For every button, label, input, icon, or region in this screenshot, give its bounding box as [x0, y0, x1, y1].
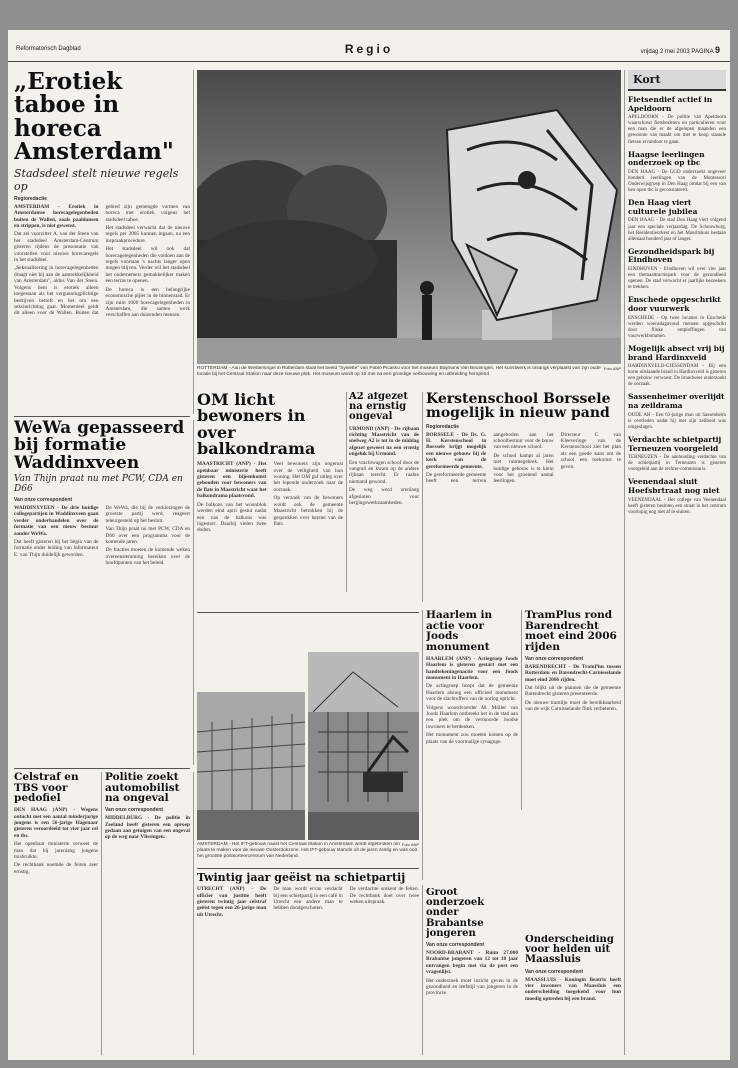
- column-rule: [624, 70, 625, 1055]
- kort-item-title: Sassenheimer overlijdt na zeildrama: [628, 392, 725, 411]
- publication-name: Reformatorisch Dagblad: [16, 46, 81, 52]
- waddinxveen-paragraph: De WeWa, die bij de verkiezingen de grootste partij werd, reageert teleurgesteld op het besluit.: [105, 504, 190, 524]
- maassluis-headline: Onderscheiding voor helden uit Maassluis: [525, 935, 614, 966]
- tramplus-body: [525, 664, 621, 713]
- om-paragraph: De balkons van het woonblok werden eind april gestut nadat een van de balkons was ingestort. Daarbij vielen twee doden.: [197, 501, 267, 534]
- a2-lead: URMOND (ANP) - De rijbaan richting Maastricht van de snelweg A2 is tot in de middag afgezet geweest na een ernstig ongeluk bij Urmond.: [349, 425, 419, 458]
- kort-item: [628, 478, 726, 515]
- waddinxveen-body: [14, 505, 190, 760]
- article-politie: [105, 772, 190, 1055]
- demolition-photo-image: [308, 652, 419, 840]
- borssele-paragraph: De school kampt al jaren met ruimtegebrek. Het huidige gebouw is te klein voor het groeiend aantal leerlingen.: [493, 452, 554, 485]
- kort-header: Kort: [628, 70, 726, 91]
- column-rule: [101, 772, 102, 1055]
- column-rule: [346, 392, 347, 592]
- article-celstraf: [14, 772, 98, 1055]
- photo2-credit: Foto ANP: [401, 842, 419, 847]
- haarlem-paragraph: Het monument zou moeten komen op de plaats van de voormalige synagoge.: [426, 732, 518, 745]
- twintig-paragraph: De verdachte ontkent de feiten. De rechtbank doet over twee weken uitspraak.: [349, 886, 419, 906]
- kort-item-title: Fietsendief actief in Apeldoorn: [628, 95, 713, 113]
- borssele-body: [426, 432, 621, 597]
- section-rule: [197, 868, 419, 869]
- photo2-caption-text: AMSTERDAM - Het IFT-gebouw naast het Centraal Station in Amsterdam wordt afgebroken om plaats te maken voor de nieuwe Oosterdokzone. Het IFT-gebouw stamde uit de jaren zestig en was ooit het grootste postsorteercentrum van Nederland.: [197, 842, 417, 859]
- main-lead: AMSTERDAM - Erotiek in Amsterdamse horecagelegenheden buiten de Wallen, zoals paaldansen en strippen, is niet gewenst.: [14, 203, 99, 230]
- borssele-paragraph: De gereformeerde gemeente heeft een terrein aangeboden aan het schoolbestuur voor de bouw van een nieuwe school.: [426, 431, 554, 485]
- main-paragraph: Het stadsdeel wil ook dat horecagelegenheden die voldoen aan de regels voortaan 's nachts langer open mogen blijven. Verder wil het stadsdeel het ondernemers gemakkelijker maken een terras te openen.: [105, 246, 190, 285]
- article-tramplus: [525, 610, 621, 810]
- borssele-paragraph: Directeur C. van Kleeveringe van de Kerstenschool ziet het plan als een goede kans om de school een toekomst te geven.: [560, 431, 621, 470]
- main-paragraph: „Seksualisering in horecagelegenheden draagt niet bij aan de aantrekkelijkheid van Amsterdam", aldus Van der Steen. Volgens hem is erotiek alleen toegestaan als het vergunningplichtige bedrijven betreft en het om een seksinrichting gaat. Momenteel geldt dit alleen voor de Wallen. Buiten dat gebied zijn gemengde vormen van horeca met erotiek volgens het stadsdeel taboe.: [14, 203, 190, 317]
- main-headline: „Erotiek taboe in horeca Amsterdam": [14, 70, 174, 166]
- main-paragraph: Het stadsdeel verwacht dat de nieuwe regels per 2005 kunnen ingaan, na een inspraakprocedure.: [105, 225, 190, 244]
- maassluis-lead: MAASSLUIS - Koningin Beatrix heeft vier inwoners van Maassluis een onderscheiding toegekend voor hun moedig optreden bij een brand.: [525, 976, 621, 1002]
- a2-headline: A2 afgezet na ernstig ongeval: [349, 392, 408, 423]
- haarlem-paragraph: Volgens woordvoerder M. Müller van Joods Haarlem ontbreekt het in de stad aan een plek om de vermoorde Joodse inwoners te herdenken.: [426, 704, 518, 730]
- photo2-caption: [197, 842, 419, 864]
- waddinxveen-paragraph: Van Thijn praat nu met PCW, CDA en D66 over een programma voor de komende jaren.: [105, 526, 190, 546]
- photo1-credit: Foto ANP: [603, 366, 621, 371]
- om-lead: MAASTRICHT (ANP) - Het openbaar ministerie heeft gisteren een bijeenkomst gehouden voor bewoners van de flats in Maastricht waar het balkondrama plaatsvond.: [197, 461, 267, 500]
- om-paragraph: Veel bewoners zijn ongerust over de veiligheid van hun woning. Het OM gaf uitleg over het lopende onderzoek naar de oorzaak.: [273, 461, 343, 493]
- brabant-body: [426, 950, 518, 997]
- article-brabant: [426, 888, 518, 1055]
- om-body: [197, 461, 343, 610]
- kort-item-text: DEN HAAG - De GGD onderzoekt ongeveer honderd leerlingen van de Montessori Onderwijsgroep in Den Haag omdat bij een van hen open tbc is geconstateerd.: [628, 169, 726, 194]
- haarlem-body: [426, 656, 518, 745]
- sculpture-photo-image: [197, 70, 621, 364]
- waddinxveen-subhead: Van Thijn praat nu met PCW, CDA en D66: [14, 473, 183, 494]
- kort-item-text: TERNEUZEN - De aanhouding verdachte van de schietpartij in Terneuzen is gisteren voorgeleid aan de rechter-commissaris.: [628, 455, 726, 473]
- a2-body: [349, 426, 419, 507]
- article-om: [197, 392, 343, 610]
- main-byline: Regioredactie: [14, 195, 48, 202]
- om-paragraph: Op verzoek van de bewoners wordt ook de gemeente Maastricht betrokken bij de gesprekken over herstel van de flats.: [273, 495, 343, 527]
- section-rule: [14, 768, 190, 769]
- photo1-caption: [197, 366, 621, 388]
- kort-item-text: EINDHOVEN - Eindhoven wil over vier jaar een themaattractiepark voor de gezondheid openen. De stad verwacht er jaarlijks bezoekers te trekken.: [628, 266, 726, 291]
- celstraf-paragraph: De rechtbank noemde de feiten zeer ernstig.: [14, 862, 98, 875]
- main-paragraph: De horeca is een belangrijke economische pijler in de binnenstad. Er zijn ruim 1000 horecagelegenheden in Amsterdam, die samen werk verschaffen aan duizenden mensen.: [105, 286, 190, 319]
- om-headline: OM licht bewoners in over balkondrama: [197, 392, 316, 458]
- page-label: PAGINA: [691, 49, 714, 55]
- kort-item: [628, 151, 726, 195]
- column-rule: [193, 420, 194, 765]
- kort-item-text: APELDOORN - De politie van Apeldoorn waarschuwt fietsbezitters en particulieren voor een man die er de afgelopen maanden een gewoonte van maakt om met te koop staande fietsen ervandoor te gaan.: [628, 115, 726, 145]
- kort-item-title: Veenendaal sluit Hoefsbrtraat nog niet: [628, 477, 720, 495]
- a2-paragraph: De weg werd urenlang afgesloten voor bergingswerkzaamheden.: [349, 487, 419, 507]
- waddinxveen-lead: WADDINXVEEN - De drie huidige collegepartijen in Waddinxveen gaan verder onderhandelen over de formatie van een nieuw bestuur zonder WeWa.: [14, 504, 99, 537]
- column-rule: [521, 610, 522, 810]
- borssele-lead: BORSSELE - De Ds. G. H. Kerstenschool in Borssele krijgt mogelijk een nieuwe gebouw bij de kerk van de gereformeerde gemeente.: [426, 431, 487, 470]
- kort-item-title: Mogelijk absect vrij bij brand Hardinxveld: [628, 343, 725, 362]
- tramplus-paragraph: De nieuwe tramlijn moet de bereikbaarheid van de wijk Carnisselande flink verbeteren.: [525, 699, 621, 713]
- column-rule: [422, 885, 423, 1055]
- kort-item: [628, 96, 726, 146]
- main-paragraph: Dat zei voorzitter A. van der Steen van het stadsdeel Amsterdam-Centrum gisteren tijdens de presentatie van voorstellen voor nieuwe horecaregels in het stadsdeel.: [14, 231, 99, 264]
- kort-item: [628, 199, 726, 243]
- kort-item-title: Verdachte schietpartij Terneuzen voorgeleid: [628, 434, 722, 453]
- article-waddinxveen: [14, 420, 190, 760]
- tramplus-byline: Van onze correspondent: [525, 655, 584, 662]
- politie-byline: Van onze correspondent: [105, 807, 164, 814]
- article-a2: [349, 392, 419, 612]
- tramplus-paragraph: Dat blijkt uit de plannen die de gemeente Barendrecht gisteren presenteerde.: [525, 685, 621, 698]
- page-date: vrijdag 2 mei 2003: [640, 49, 690, 55]
- kort-item: [628, 345, 726, 389]
- kort-item-text: ENSCHEDE - Op twee locaties in Enschede werden woensdagavond mensen opgeschrikt door flinke ontploffingen van vuurwerkbommen.: [628, 315, 726, 339]
- article-maassluis: [525, 935, 621, 1055]
- column-rule: [422, 392, 423, 602]
- celstraf-paragraph: Het openbaar ministerie verweet de man dat hij jarenlang jongens misbruikte.: [14, 841, 98, 860]
- haarlem-lead: HAARLEM (ANP) - Actiegroep Joods Haarlem is gisteren gestart met een handtekeningenactie voor een Joods monument in Haarlem.: [426, 655, 518, 682]
- politie-lead: MIDDELBURG - De politie in Zeeland heeft gisteren een oproep gedaan aan getuigen van een ongeval op de weg naar Vlissingen.: [105, 815, 190, 841]
- brabant-paragraph: Het onderzoek moet inzicht geven in de gezondheid en leefstijl van jongeren in de provincie.: [426, 977, 518, 997]
- tramplus-headline: TramPlus rond Barendrecht moet eind 2006 rijden: [525, 610, 617, 654]
- politie-headline: Politie zoekt automobilist na ongeval: [105, 772, 180, 805]
- masthead: [8, 38, 730, 62]
- kort-item: [628, 248, 726, 292]
- twintig-paragraph: De man wordt ervan verdacht bij een schietpartij in een café in Utrecht een andere man te hebben doodgeschoten.: [273, 886, 343, 912]
- photo2-placeholder: [197, 692, 305, 840]
- photo1-caption-text: ROTTERDAM - Aan de Westersingel in Rotterdam staat het beeld "Sylvette" van Pablo Picasso voor het museum Boijmans Van Beuningen. Het kunstwerk is onlangs verplaatst van zijn oude locatie bij het Centraal Station naar deze nieuwe plek. Het museum wordt op 10 mei na een grondige verbouwing en uitbreiding heropend.: [197, 366, 601, 377]
- photo-sculpture: [197, 70, 621, 364]
- twintig-body: [197, 886, 419, 1051]
- maassluis-body: [525, 977, 621, 1003]
- article-twintig: [197, 872, 419, 1055]
- kort-item: [628, 436, 726, 473]
- section-title: Regio: [344, 42, 394, 56]
- a2-paragraph: Een vrachtwagen schoof door de vangrail en kwam op de andere rijbaan terecht. Er raakte niemand gewond.: [349, 459, 419, 485]
- demolition-photo-left: [197, 692, 305, 840]
- haarlem-headline: Haarlem in actie voor Joods monument: [426, 610, 493, 654]
- twintig-headline: Twintig jaar geëist na schietpartij: [197, 872, 406, 884]
- kort-item-title: Gezondheidspark bij Eindhoven: [628, 246, 715, 265]
- kort-item: [628, 296, 726, 340]
- haarlem-paragraph: De actiegroep hoopt dat de gemeente Haarlem alsnog een officieel monument voor de slachtoffers van de oorlog opricht.: [426, 683, 518, 703]
- kort-item-text: VEENENDAAL - Het college van Veenendaal heeft gisteren besloten een straat in het centrum voorlopig nog niet af te sluiten.: [628, 497, 726, 515]
- kort-item-text: HARDINXVELD-GIESSENDAM - Bij een korte uitslaande brand in Hardinxveld is gisteren een gebouw verwoest. De brandweer onderzoekt de oorzaak.: [628, 364, 726, 388]
- page-number: 9: [714, 45, 720, 55]
- kort-item-title: Enschede opgeschrikt door vuurwerk: [628, 295, 721, 313]
- kort-item-text: OUDE AH - Een 63-jarige man uit Sassenheim is overleden nadat hij met zijn zeilboot was omgeslagen.: [628, 412, 726, 430]
- main-subhead: Stadsdeel stelt nieuwe regels op: [14, 166, 179, 193]
- kort-item-title: Haagse leerlingen onderzoek op tbc: [628, 149, 705, 168]
- waddinxveen-paragraph: De fracties moeten de komende weken overeenstemming bereiken over de hoofdpunten van het beleid.: [105, 547, 190, 567]
- borssele-headline: Kerstenschool Borssele mogelijk in nieuw pand: [426, 392, 611, 422]
- celstraf-headline: Celstraf en TBS voor pedofiel: [14, 772, 79, 805]
- waddinxveen-paragraph: Dat heeft gisteren bij het begin van de formatie onder leiding van informateur E. van Thijn duidelijk geworden.: [14, 539, 99, 558]
- maassluis-byline: Van onze correspondent: [525, 968, 584, 975]
- column-rule: [193, 70, 194, 414]
- date-and-page: [641, 45, 720, 55]
- brabant-headline: Groot onderzoek onder Brabantse jongeren: [426, 888, 485, 939]
- column-rule: [422, 610, 423, 880]
- waddinxveen-headline: WeWa gepasseerd bij formatie Waddinxveen: [14, 420, 185, 473]
- politie-body: [105, 815, 190, 841]
- kort-column: [628, 70, 726, 1055]
- main-article: [14, 70, 190, 412]
- brabant-byline: Van onze correspondent: [426, 941, 485, 948]
- borssele-byline: Regioredactie: [426, 423, 460, 430]
- tramplus-lead: BARENDRECHT - De TramPlus tussen Rotterdam en Barendrecht-Carnisselande moet eind 2006 rijden.: [525, 663, 621, 683]
- column-rule: [193, 772, 194, 1055]
- celstraf-lead: DEN HAAG (ANP) - Wegens ontucht met een aantal minderjarige jongens is een 56-jarige Hagenaar gisteren veroordeeld tot vier jaar cel en tbs.: [14, 807, 98, 839]
- main-body: [14, 204, 190, 412]
- photo-demolition: [308, 652, 419, 840]
- newspaper-page: [8, 30, 730, 1060]
- kort-item-title: Den Haag viert culturele jubilea: [628, 198, 698, 216]
- section-rule: [197, 612, 419, 613]
- celstraf-body: [14, 807, 98, 875]
- waddinxveen-byline: Van onze correspondent: [14, 496, 73, 503]
- twintig-lead: UTRECHT (ANP) - De officier van justitie heeft gisteren twintig jaar celstraf geëist tegen een 26-jarige man uit Utrecht.: [197, 886, 267, 918]
- kort-item: [628, 393, 726, 430]
- section-rule: [14, 416, 190, 417]
- kort-item-text: DEN HAAG - De stad Den Haag viert volgend jaar een speciale verjaardag. De Schouwburg, het Residentieorkest en het Mauritshuis bestaan allemaal honderd jaar of langer.: [628, 218, 726, 242]
- article-borssele: [426, 392, 621, 604]
- article-haarlem: [426, 610, 518, 880]
- brabant-lead: NOORD-BRABANT - Ruim 27.000 Brabantse jongeren van 12 tot 18 jaar ontvangen begin mei via de post een vragenlijst.: [426, 949, 518, 976]
